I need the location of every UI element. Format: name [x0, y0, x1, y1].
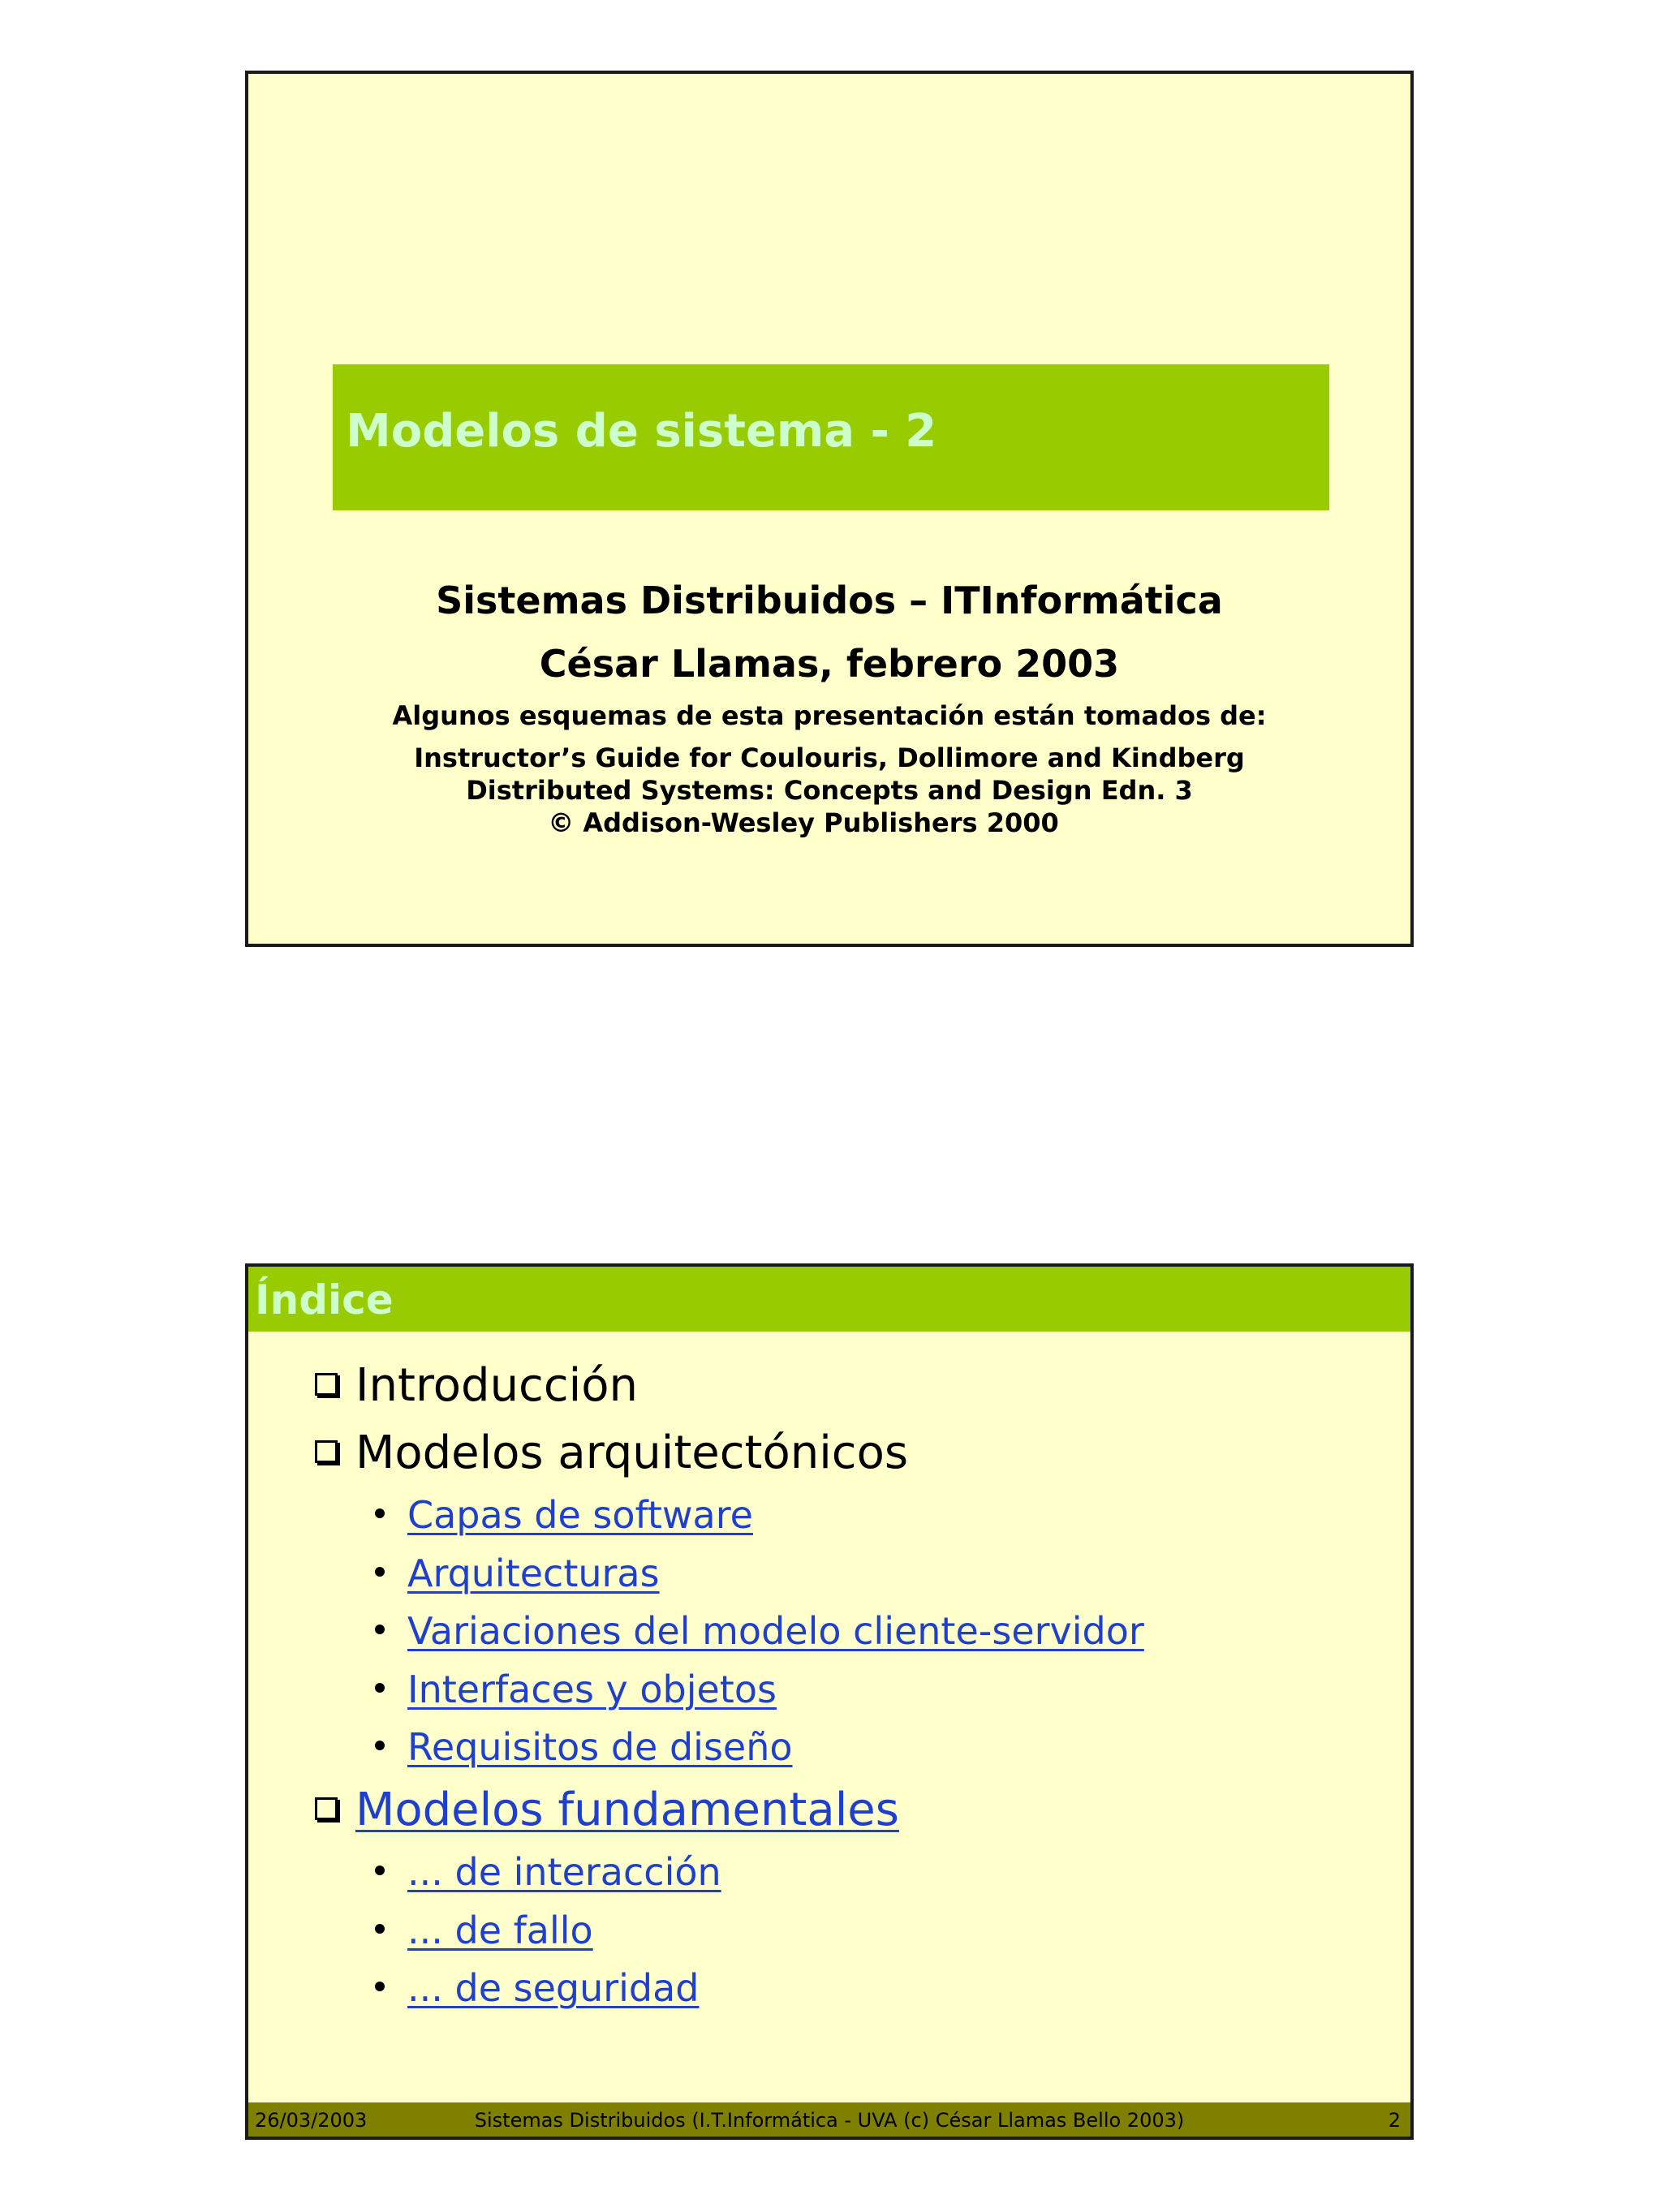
footer-title: Sistemas Distribuidos (I.T.Informática - UVA (c) César Llamas Bello 2003) — [474, 2109, 1185, 2132]
checkbox-bullet-icon — [315, 1373, 338, 1396]
toc-link-label[interactable]: ... de fallo — [407, 1909, 593, 1952]
toc-item-label: Modelos arquitectónicos — [355, 1427, 909, 1479]
bullet-dot-icon — [375, 1567, 385, 1577]
toc-link-label[interactable]: Capas de software — [407, 1493, 753, 1537]
reference-line-1: Instructor’s Guide for Coulouris, Dollimore and Kindberg — [414, 742, 1245, 773]
toc-link-fallo[interactable] — [375, 1909, 593, 1952]
toc-link-label[interactable]: Modelos fundamentales — [355, 1784, 899, 1836]
toc-item-label: Introducción — [355, 1359, 638, 1412]
bullet-dot-icon — [375, 1625, 385, 1634]
footer-bar — [248, 2102, 1410, 2137]
toc-link-arquitecturas[interactable] — [375, 1551, 660, 1595]
bullet-dot-icon — [375, 1683, 385, 1693]
toc-link-label[interactable]: Interfaces y objetos — [407, 1668, 777, 1711]
toc-link-requisitos[interactable] — [375, 1725, 793, 1769]
toc-link-label[interactable]: Arquitecturas — [407, 1551, 660, 1595]
toc-link-label[interactable]: Variaciones del modelo cliente-servidor — [407, 1609, 1144, 1653]
checkbox-bullet-icon — [315, 1797, 338, 1820]
toc-link-variaciones[interactable] — [375, 1609, 1144, 1653]
toc-link-interaccion[interactable] — [375, 1850, 721, 1894]
toc-link-label[interactable]: ... de interacción — [407, 1850, 721, 1894]
toc-link-interfaces[interactable] — [375, 1668, 777, 1711]
slide-title-text: Modelos de sistema - 2 — [346, 405, 937, 458]
toc-link-capas-software[interactable] — [375, 1493, 753, 1537]
toc-link-label[interactable]: ... de seguridad — [407, 1966, 700, 2010]
checkbox-bullet-icon — [315, 1440, 338, 1463]
author-date: César Llamas, febrero 2003 — [539, 642, 1120, 686]
reference-line-3: © Addison-Wesley Publishers 2000 — [548, 807, 1059, 838]
header-bar — [248, 1267, 1410, 1332]
bullet-dot-icon — [375, 1924, 385, 1934]
toc-item-modelos-arquitectonicos — [315, 1427, 908, 1479]
title-box — [333, 364, 1329, 510]
bullet-dot-icon — [375, 1508, 385, 1518]
toc-link-modelos-fundamentales[interactable] — [315, 1784, 899, 1836]
course-name: Sistemas Distribuidos – ITInformática — [436, 579, 1223, 622]
toc-link-seguridad[interactable] — [375, 1966, 700, 2010]
toc-item-introduccion — [315, 1359, 638, 1412]
reference-line-2: Distributed Systems: Concepts and Design Edn. 3 — [466, 775, 1193, 806]
footer-date: 26/03/2003 — [255, 2109, 368, 2132]
index-heading: Índice — [255, 1276, 394, 1323]
slide-title — [245, 71, 1414, 947]
bullet-dot-icon — [375, 1982, 385, 1991]
page-number: 2 — [1388, 2109, 1401, 2132]
source-note: Algunos esquemas de esta presentación están tomados de: — [392, 700, 1267, 731]
bullet-dot-icon — [375, 1741, 385, 1750]
bullet-dot-icon — [375, 1866, 385, 1875]
toc-link-label[interactable]: Requisitos de diseño — [407, 1725, 793, 1769]
slide-index — [245, 1263, 1414, 2140]
